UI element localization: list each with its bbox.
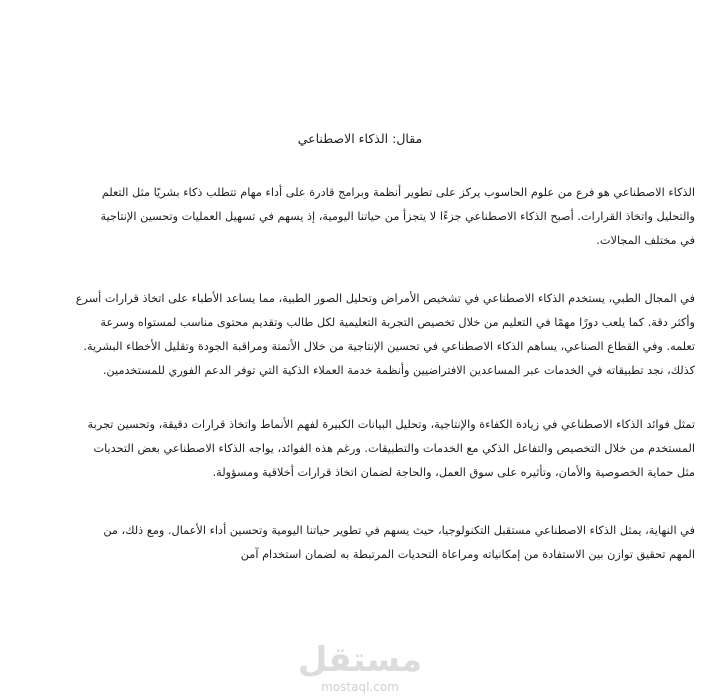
paragraph-introduction [100,181,695,253]
paragraph-line: تمثل فوائد الذكاء الاصطناعي في زيادة الكفاءة والإنتاجية، وتحليل البيانات الكبيرة لفهم الأنماط واتخاذ قرارات دقيقة، وتحسين تجربة [87,418,695,431]
mostaql-watermark [0,640,720,700]
paragraph-benefits [88,413,695,485]
paragraph-line: كذلك، نجد تطبيقاته في الخدمات عبر المساعدين الافتراضيين وأنظمة خدمة العملاء الذكية التي توفر الدعم الفوري للمستخدمين. [102,364,695,377]
paragraph-line: في مختلف المجالات. [596,234,695,247]
paragraph-line: تعلمه. وفي القطاع الصناعي، يساهم الذكاء الاصطناعي في تحسين الإنتاجية من خلال الأتمتة ومراقبة الجودة وتقليل الأخطاء البشرية. [83,340,695,353]
paragraph-line: الذكاء الاصطناعي هو فرع من علوم الحاسوب يركز على تطوير أنظمة وبرامج قادرة على أداء مهام تتطلب ذكاء بشريًا مثل التعلم [101,186,695,199]
watermark-url: mostaql.com [321,680,399,694]
paragraph-conclusion [103,519,695,567]
watermark-logo: مستقل [297,640,423,680]
paragraph-line: المستخدم من خلال التخصيص والتفاعل الذكي مع الخدمات والتطبيقات. ورغم هذه الفوائد، يواجه الذكاء الاصطناعي بعض التحديات [93,442,695,455]
paragraph-applications [76,287,695,383]
paragraph-line: المهم تحقيق توازن بين الاستفادة من إمكانياته ومراعاة التحديات المرتبطة به لضمان استخدام آمن [240,548,695,561]
paragraph-line: وأكثر دقة. كما يلعب دورًا مهمًا في التعليم من خلال تخصيص التجربة التعليمية لكل طالب وتقديم محتوى مناسب لمستواه وسرعة [100,316,695,329]
paragraph-line: والتحليل واتخاذ القرارات. أصبح الذكاء الاصطناعي جزءًا لا يتجزأ من حياتنا اليومية، إذ يسهم في تسهيل العمليات وتحسين الإنتاجية [100,210,695,223]
document-title: مقال: الذكاء الاصطناعي [297,131,423,146]
paragraph-line: مثل حماية الخصوصية والأمان، وتأثيره على سوق العمل، والحاجة لضمان اتخاذ قرارات أخلاقية ومسؤولة. [212,466,695,479]
paragraph-line: في النهاية، يمثل الذكاء الاصطناعي مستقبل التكنولوجيا، حيث يسهم في تطوير حياتنا اليومية وتحسين أداء الأعمال. ومع ذلك، من [103,524,695,537]
paragraph-line: في المجال الطبي، يستخدم الذكاء الاصطناعي في تشخيص الأمراض وتحليل الصور الطبية، مما يساعد الأطباء على اتخاذ قرارات أسرع [75,292,695,305]
